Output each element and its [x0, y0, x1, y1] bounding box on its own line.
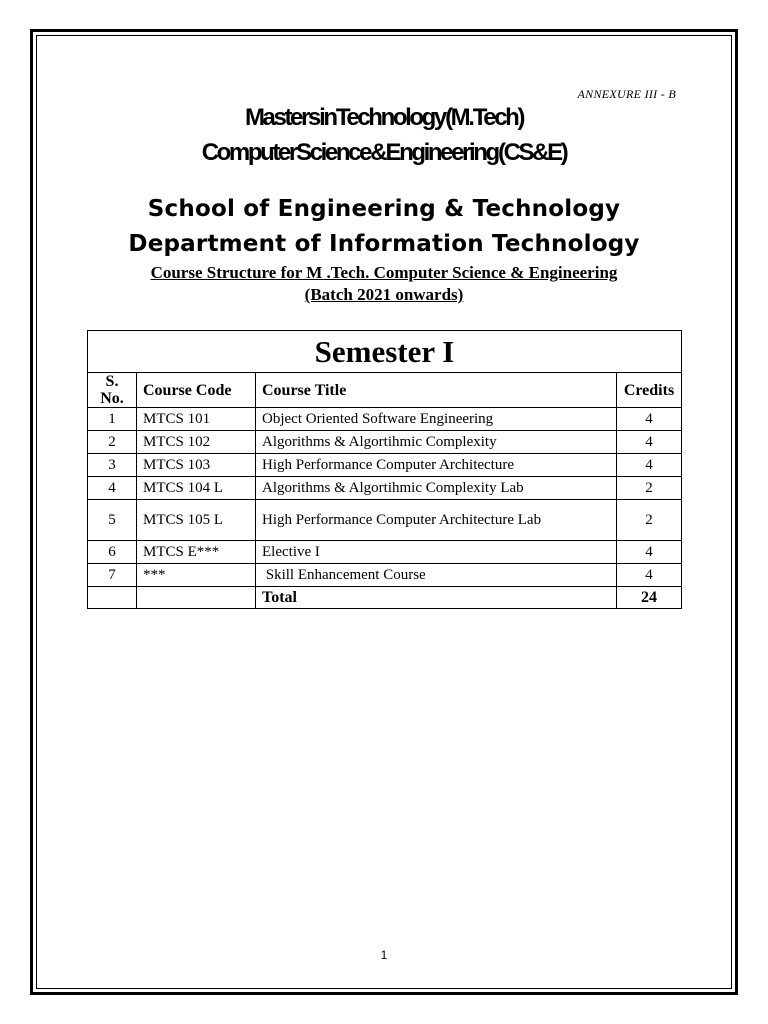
- annexure-label: ANNEXURE III - B: [577, 87, 676, 101]
- row-credits: 4: [617, 408, 682, 431]
- row-credits: 4: [617, 431, 682, 454]
- total-label: Total: [256, 587, 617, 609]
- row-sno: 6: [88, 541, 137, 564]
- table-row: [88, 408, 682, 431]
- row-course-title: Elective I: [256, 541, 617, 564]
- total-credits: 24: [617, 587, 682, 609]
- row-credits: 4: [617, 541, 682, 564]
- course-structure-heading: Course Structure for M .Tech. Computer Science & Engineering: [150, 263, 618, 282]
- batch-heading: (Batch 2021 onwards): [304, 285, 464, 304]
- semester-title-row: [88, 331, 682, 373]
- semester-table: [87, 330, 682, 609]
- school-name: School of Engineering & Technology: [147, 196, 621, 222]
- row-course-title: Algorithms & Algortihmic Complexity: [256, 431, 617, 454]
- total-code-empty: [137, 587, 256, 609]
- row-sno: 4: [88, 477, 137, 500]
- row-sno: 5: [88, 500, 137, 541]
- header-credits: Credits: [617, 373, 682, 408]
- row-course-title: Algorithms & Algortihmic Complexity Lab: [256, 477, 617, 500]
- row-course-title: High Performance Computer Architecture: [256, 454, 617, 477]
- row-course-code: MTCS E***: [137, 541, 256, 564]
- department-name: Department of Information Technology: [128, 231, 640, 257]
- header-sno: S. No.: [88, 373, 137, 408]
- page-number: 1: [380, 948, 388, 962]
- row-sno: 1: [88, 408, 137, 431]
- table-header-row: [88, 373, 682, 408]
- row-course-title: Skill Enhancement Course: [256, 564, 617, 587]
- row-course-code: ***: [137, 564, 256, 587]
- row-credits: 4: [617, 454, 682, 477]
- row-course-code: MTCS 104 L: [137, 477, 256, 500]
- row-sno: 3: [88, 454, 137, 477]
- row-course-title: Object Oriented Software Engineering: [256, 408, 617, 431]
- table-row: [88, 564, 682, 587]
- total-sno-empty: [88, 587, 137, 609]
- row-credits: 4: [617, 564, 682, 587]
- row-course-code: MTCS 105 L: [137, 500, 256, 541]
- program-subtitle: Computer Science & Engineering (CS&E): [201, 139, 567, 166]
- total-row: [88, 587, 682, 609]
- program-title: Masters in Technology (M. Tech): [244, 104, 524, 131]
- table-row: [88, 541, 682, 564]
- semester-title: Semester I: [88, 331, 682, 373]
- row-course-code: MTCS 103: [137, 454, 256, 477]
- table-row: [88, 431, 682, 454]
- row-credits: 2: [617, 477, 682, 500]
- header-course-code: Course Code: [137, 373, 256, 408]
- row-course-code: MTCS 101: [137, 408, 256, 431]
- row-sno: 2: [88, 431, 137, 454]
- table-row: [88, 477, 682, 500]
- row-credits: 2: [617, 500, 682, 541]
- row-sno: 7: [88, 564, 137, 587]
- table-row: [88, 500, 682, 541]
- row-course-title: High Performance Computer Architecture Lab: [256, 500, 617, 541]
- header-course-title: Course Title: [256, 373, 617, 408]
- row-course-code: MTCS 102: [137, 431, 256, 454]
- table-row: [88, 454, 682, 477]
